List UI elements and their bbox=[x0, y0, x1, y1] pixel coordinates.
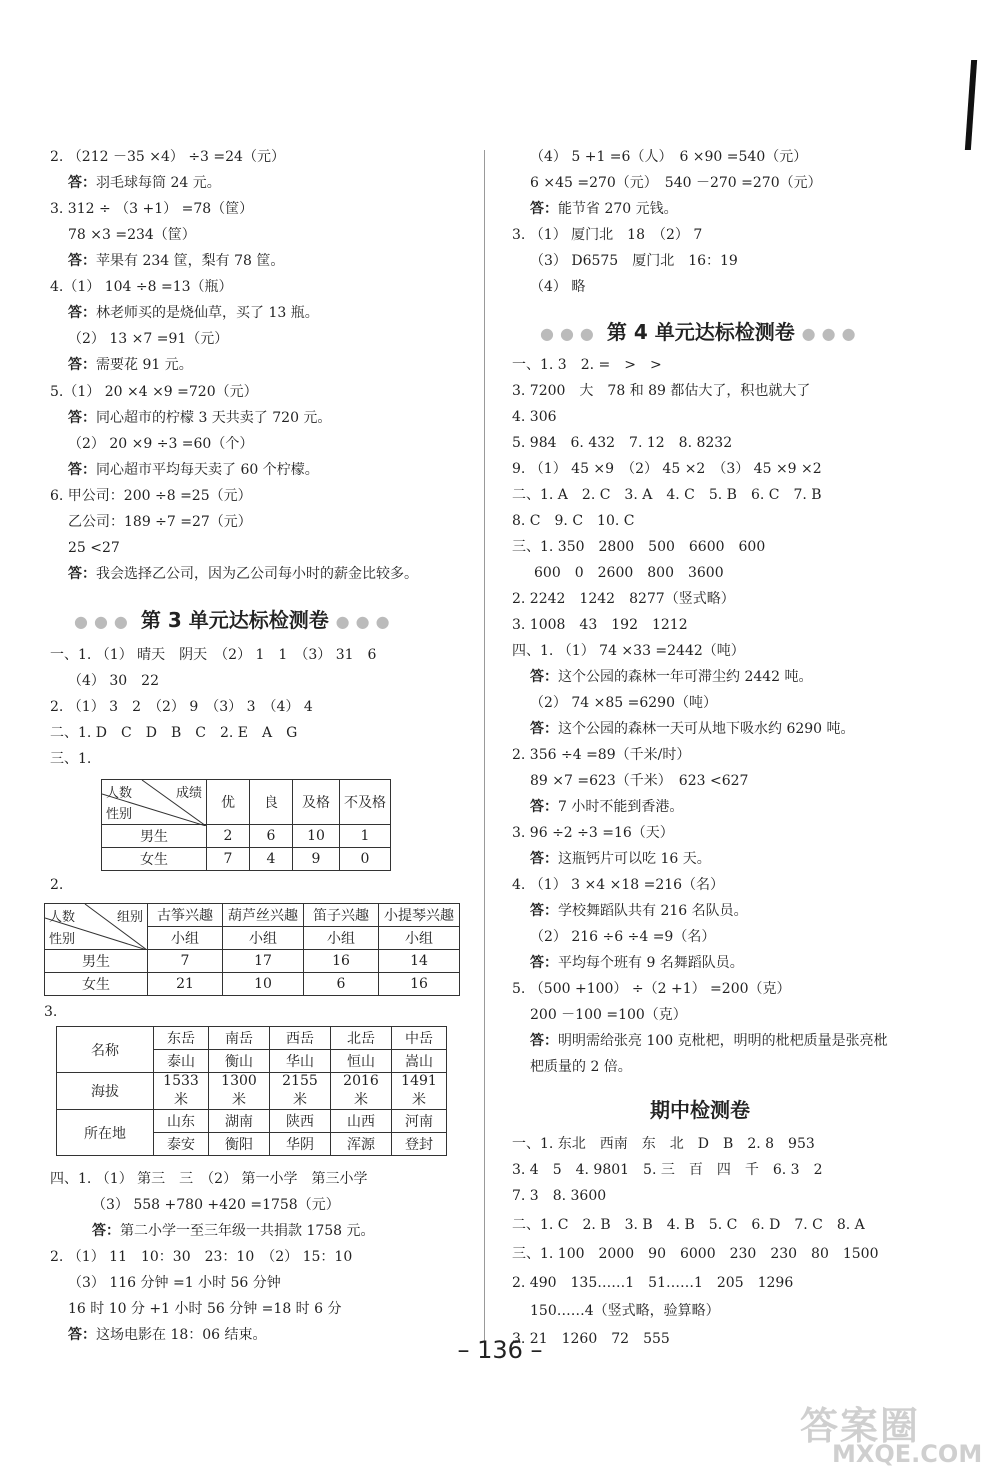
header-cell: 笛子兴趣 bbox=[304, 904, 379, 927]
answer-line: 3. 21 1260 72 555 bbox=[512, 1331, 670, 1347]
answer-line: 2. （1） 11 10：30 23：10 （2） 15：10 bbox=[50, 1249, 353, 1265]
answer-line: 16 时 10 分 +1 小时 56 分钟 =18 时 6 分 bbox=[68, 1301, 342, 1317]
answer-line: 3. 1008 43 192 1212 bbox=[512, 617, 688, 633]
cell: 华阴 bbox=[270, 1133, 331, 1156]
row-label: 男生 bbox=[102, 825, 207, 848]
answer-line: 3. 96 ÷2 ÷3 =16（天） bbox=[512, 825, 674, 841]
answer-line: （4） 30 22 bbox=[68, 673, 159, 689]
answer-line: （2） 13 ×7 =91（元） bbox=[68, 331, 229, 347]
answer-line: 3. 4 5 4. 9801 5. 三 百 四 千 6. 3 2 bbox=[512, 1162, 823, 1178]
answer-prefix: 答： bbox=[68, 410, 96, 426]
grades-table bbox=[101, 779, 391, 871]
answer-line: 3. bbox=[44, 1004, 58, 1020]
midterm-heading: 期中检测卷 bbox=[650, 1098, 750, 1122]
row-label: 男生 bbox=[45, 950, 148, 973]
answer-line: 一、1. （1） 晴天 阴天 （2） 1 1 （3） 31 6 bbox=[50, 647, 377, 663]
cell: 泰山 bbox=[154, 1050, 209, 1073]
header-cell: 小组 bbox=[148, 927, 223, 950]
answer-line: 3. 7200 大 78 和 89 都估大了，积也就大了 bbox=[512, 383, 811, 399]
watermark-url: MXQE.COM bbox=[832, 1440, 983, 1468]
cell: 7 bbox=[207, 848, 250, 871]
answer-line: 2. 356 ÷4 =89（千米/时） bbox=[512, 747, 691, 763]
cell: 东岳 bbox=[154, 1027, 209, 1050]
unit4-title: 第 4 单元达标检测卷 bbox=[606, 320, 795, 344]
answer-line: 3. （1） 厦门北 18 （2） 7 bbox=[512, 227, 703, 243]
answer-line: 杷质量的 2 倍。 bbox=[530, 1059, 632, 1075]
header-cell: 古筝兴趣 bbox=[148, 904, 223, 927]
answer-line: 2. （212 －35 ×4） ÷3 =24（元） bbox=[50, 149, 285, 165]
header-cell: 不及格 bbox=[340, 780, 391, 825]
cell: 2016 米 bbox=[331, 1073, 392, 1110]
row-label: 女生 bbox=[45, 973, 148, 996]
answer-line: 5. 984 6. 432 7. 12 8. 8232 bbox=[512, 435, 733, 451]
cell: 1300 米 bbox=[209, 1073, 270, 1110]
answer-line: （2） 74 ×85 =6290（吨） bbox=[530, 695, 717, 711]
cell: 9 bbox=[293, 848, 340, 871]
cell: 6 bbox=[250, 825, 293, 848]
answer-line: 答：同心超市平均每天卖了 60 个柠檬。 bbox=[68, 462, 319, 478]
answer-line: 乙公司：189 ÷7 =27（元） bbox=[68, 514, 252, 530]
heading-dots: ●●● bbox=[540, 324, 600, 343]
cell: 华山 bbox=[270, 1050, 331, 1073]
answer-line: 一、1. 东北 西南 东 北 D B 2. 8 953 bbox=[512, 1136, 815, 1152]
answer-line: 89 ×7 =623（千米） 623 <627 bbox=[530, 773, 749, 789]
watermark-logo: 答案圈 bbox=[800, 1404, 921, 1448]
answer-line: 答：能节省 270 元钱。 bbox=[530, 201, 678, 217]
header-cell: 葫芦丝兴趣 bbox=[223, 904, 304, 927]
cell: 17 bbox=[223, 950, 304, 973]
table-row bbox=[45, 973, 460, 996]
answer-prefix: 答： bbox=[530, 669, 558, 685]
column-divider bbox=[484, 150, 485, 1350]
answer-prefix: 答： bbox=[530, 955, 558, 971]
unit4-heading bbox=[540, 316, 862, 345]
corner-label: 成绩 bbox=[175, 786, 202, 801]
answer-line: 答：明明需给张亮 100 克枇杷，明明的枇杷质量是张亮枇 bbox=[530, 1033, 888, 1049]
cell: 南岳 bbox=[209, 1027, 270, 1050]
answer-line: 答：羽毛球每筒 24 元。 bbox=[68, 175, 221, 191]
cell: 山东 bbox=[154, 1110, 209, 1133]
answer-prefix: 答： bbox=[530, 903, 558, 919]
answer-line: （3） D6575 厦门北 16：19 bbox=[530, 253, 738, 269]
answer-line: 答：同心超市的柠檬 3 天共卖了 720 元。 bbox=[68, 410, 332, 426]
interest-group-table bbox=[44, 903, 460, 996]
answer-line: 四、1. （1） 第三 三 （2） 第一小学 第三小学 bbox=[50, 1171, 368, 1187]
answer-prefix: 答： bbox=[68, 305, 96, 321]
cell: 西岳 bbox=[270, 1027, 331, 1050]
answer-line: 二、1. A 2. C 3. A 4. C 5. B 6. C 7. B bbox=[512, 487, 822, 503]
cell: 陕西 bbox=[270, 1110, 331, 1133]
cell: 21 bbox=[148, 973, 223, 996]
answer-line: 答：苹果有 234 筐，梨有 78 筐。 bbox=[68, 253, 285, 269]
answer-line: 三、1. 350 2800 500 6600 600 bbox=[512, 539, 766, 555]
answer-line: 一、1. 3 2. = > > bbox=[512, 357, 662, 373]
corner-label: 性别 bbox=[49, 932, 76, 947]
cell: 登封 bbox=[392, 1133, 447, 1156]
answer-line: 答：平均每个班有 9 名舞蹈队员。 bbox=[530, 955, 744, 971]
answer-line: 600 0 2600 800 3600 bbox=[534, 565, 724, 581]
answer-line: 9. （1） 45 ×9 （2） 45 ×2 （3） 45 ×9 ×2 bbox=[512, 461, 822, 477]
answer-line: 3. 312 ÷ （3 +1） =78（筐） bbox=[50, 201, 254, 217]
cell: 6 bbox=[304, 973, 379, 996]
cell: 北岳 bbox=[331, 1027, 392, 1050]
answer-line: 答：这场电影在 18：06 结束。 bbox=[68, 1327, 267, 1343]
cell: 1 bbox=[340, 825, 391, 848]
header-cell: 及格 bbox=[293, 780, 340, 825]
answer-prefix: 答： bbox=[68, 1327, 96, 1343]
answer-line: （2） 216 ÷6 ÷4 =9（名） bbox=[530, 929, 716, 945]
answer-line: 答：第二小学一至三年级一共捐款 1758 元。 bbox=[92, 1223, 375, 1239]
cell: 2 bbox=[207, 825, 250, 848]
answer-line: 答：学校舞蹈队共有 216 名队员。 bbox=[530, 903, 748, 919]
cell: 1533 米 bbox=[154, 1073, 209, 1110]
answer-line: 二、1. D C D B C 2. E A G bbox=[50, 725, 298, 741]
answer-line: 2. 490 135……1 51……1 205 1296 bbox=[512, 1275, 794, 1291]
answer-line: 78 ×3 =234（筐） bbox=[68, 227, 196, 243]
answer-line: 5. （500 +100） ÷（2 +1） =200（克） bbox=[512, 981, 791, 997]
answer-line: 答：这个公园的森林一年可滞尘约 2442 吨。 bbox=[530, 669, 813, 685]
cell: 7 bbox=[148, 950, 223, 973]
answer-line: （3） 558 +780 +420 =1758（元） bbox=[92, 1197, 340, 1213]
header-cell: 小提琴兴趣 bbox=[379, 904, 460, 927]
answer-line: 答：林老师买的是烧仙草，买了 13 瓶。 bbox=[68, 305, 319, 321]
header-cell: 小组 bbox=[379, 927, 460, 950]
cell: 中岳 bbox=[392, 1027, 447, 1050]
answer-prefix: 答： bbox=[68, 253, 96, 269]
header-cell: 优 bbox=[207, 780, 250, 825]
row-label: 所在地 bbox=[57, 1110, 154, 1156]
answer-prefix: 答： bbox=[530, 1033, 558, 1049]
corner-label: 性别 bbox=[106, 807, 133, 822]
table-row bbox=[45, 950, 460, 973]
answer-prefix: 答： bbox=[68, 462, 96, 478]
answer-line: 三、1. bbox=[50, 751, 92, 767]
cell: 衡阳 bbox=[209, 1133, 270, 1156]
header-cell: 良 bbox=[250, 780, 293, 825]
answer-line: 2. bbox=[50, 877, 64, 893]
table-corner-cell bbox=[45, 904, 148, 950]
cell: 16 bbox=[379, 973, 460, 996]
unit3-title: 第 3 单元达标检测卷 bbox=[140, 608, 329, 632]
answer-line: 8. C 9. C 10. C bbox=[512, 513, 635, 529]
cell: 湖南 bbox=[209, 1110, 270, 1133]
table-corner-cell bbox=[102, 780, 207, 825]
answer-line: 2. （1） 3 2 （2） 9 （3） 3 （4） 4 bbox=[50, 699, 313, 715]
answer-prefix: 答： bbox=[530, 851, 558, 867]
table-row bbox=[57, 1073, 447, 1110]
answer-line: 二、1. C 2. B 3. B 4. B 5. C 6. D 7. C 8. A bbox=[512, 1217, 865, 1233]
corner-label: 人数 bbox=[106, 786, 133, 801]
cell: 0 bbox=[340, 848, 391, 871]
row-label: 女生 bbox=[102, 848, 207, 871]
answer-prefix: 答： bbox=[68, 175, 96, 191]
answer-line: （4） 略 bbox=[530, 279, 586, 295]
answer-line: 4. （1） 3 ×4 ×18 =216（名） bbox=[512, 877, 725, 893]
row-label: 名称 bbox=[57, 1027, 154, 1073]
answer-line: 150……4（竖式略，验算略） bbox=[530, 1303, 720, 1319]
cell: 浑源 bbox=[331, 1133, 392, 1156]
answer-line: 四、1. （1） 74 ×33 =2442（吨） bbox=[512, 643, 745, 659]
cell: 10 bbox=[293, 825, 340, 848]
answer-line: 4.（1） 104 ÷8 =13（瓶） bbox=[50, 279, 233, 295]
cell: 河南 bbox=[392, 1110, 447, 1133]
cell: 恒山 bbox=[331, 1050, 392, 1073]
cell: 1491 米 bbox=[392, 1073, 447, 1110]
answer-prefix: 答： bbox=[68, 566, 96, 582]
heading-dots: ●●● bbox=[74, 612, 134, 631]
answer-line: 200 －100 =100（克） bbox=[530, 1007, 687, 1023]
answer-line: 答：我会选择乙公司，因为乙公司每小时的薪金比较多。 bbox=[68, 566, 418, 582]
table-row bbox=[102, 825, 391, 848]
heading-dots: ●●● bbox=[801, 324, 862, 343]
answer-line: 7. 3 8. 3600 bbox=[512, 1188, 607, 1204]
heading-dots: ●●● bbox=[335, 612, 396, 631]
cell: 衡山 bbox=[209, 1050, 270, 1073]
answer-prefix: 答： bbox=[68, 357, 96, 373]
answer-line: 4. 306 bbox=[512, 409, 557, 425]
answer-line: 答：这瓶钙片可以吃 16 天。 bbox=[530, 851, 711, 867]
answer-line: 答：这个公园的森林一天可从地下吸水约 6290 吨。 bbox=[530, 721, 855, 737]
cell: 10 bbox=[223, 973, 304, 996]
scan-edge-mark bbox=[965, 60, 977, 150]
answer-line: 三、1. 100 2000 90 6000 230 230 80 1500 bbox=[512, 1246, 879, 1262]
answer-line: （4） 5 +1 =6（人） 6 ×90 =540（元） bbox=[530, 149, 808, 165]
header-cell: 小组 bbox=[304, 927, 379, 950]
cell: 嵩山 bbox=[392, 1050, 447, 1073]
cell: 4 bbox=[250, 848, 293, 871]
table-row bbox=[102, 848, 391, 871]
unit3-heading bbox=[74, 604, 396, 633]
cell: 泰安 bbox=[154, 1133, 209, 1156]
cell: 山西 bbox=[331, 1110, 392, 1133]
answer-line: 答：需要花 91 元。 bbox=[68, 357, 193, 373]
page-number: – 136 – bbox=[457, 1336, 543, 1364]
cell: 16 bbox=[304, 950, 379, 973]
answer-line: 5.（1） 20 ×4 ×9 =720（元） bbox=[50, 384, 258, 400]
answer-line: （2） 20 ×9 ÷3 =60（个） bbox=[68, 436, 254, 452]
mountains-table bbox=[56, 1026, 447, 1156]
cell: 2155 米 bbox=[270, 1073, 331, 1110]
answer-line: （3） 116 分钟 =1 小时 56 分钟 bbox=[68, 1275, 281, 1291]
answer-prefix: 答： bbox=[92, 1223, 120, 1239]
header-cell: 小组 bbox=[223, 927, 304, 950]
answer-line: 25 <27 bbox=[68, 540, 120, 556]
answer-prefix: 答： bbox=[530, 721, 558, 737]
answer-line: 答：7 小时不能到香港。 bbox=[530, 799, 684, 815]
corner-label: 人数 bbox=[49, 910, 76, 925]
answer-line: 2. 2242 1242 8277（竖式略） bbox=[512, 591, 735, 607]
answer-line: 6. 甲公司：200 ÷8 =25（元） bbox=[50, 488, 252, 504]
corner-label: 组别 bbox=[116, 910, 143, 925]
answer-line: 6 ×45 =270（元） 540 －270 =270（元） bbox=[530, 175, 822, 191]
answer-prefix: 答： bbox=[530, 799, 558, 815]
cell: 14 bbox=[379, 950, 460, 973]
answer-prefix: 答： bbox=[530, 201, 558, 217]
row-label: 海拔 bbox=[57, 1073, 154, 1110]
